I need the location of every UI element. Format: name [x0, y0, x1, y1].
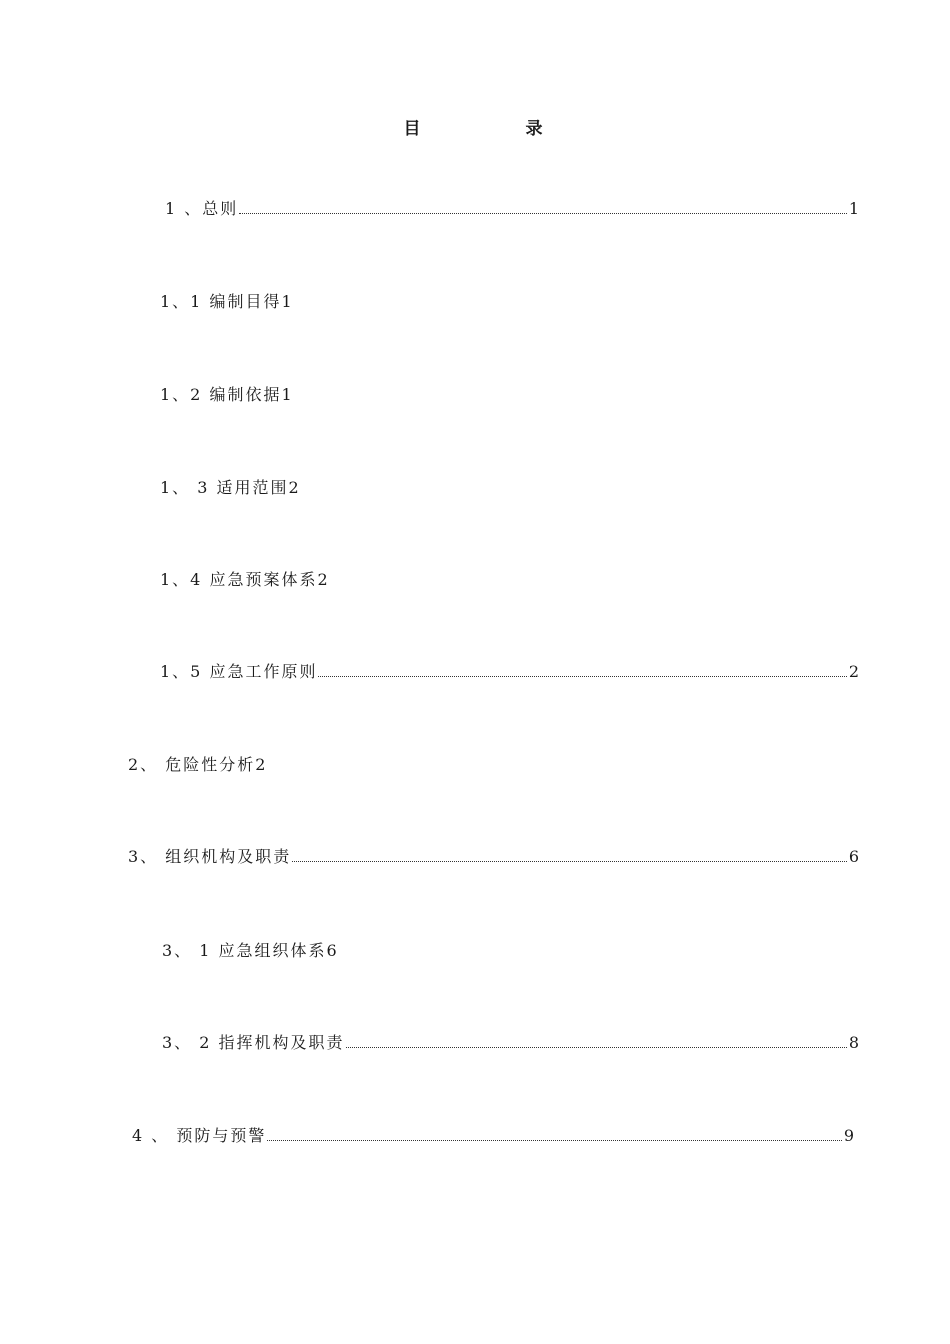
toc-entry-1[interactable] [165, 197, 859, 221]
toc-entry-2[interactable] [128, 753, 265, 777]
toc-entry-4[interactable] [132, 1124, 854, 1148]
toc-entry-label: 1 、总则 [165, 199, 239, 218]
toc-page-number: 6 [326, 941, 337, 960]
toc-page-number: 2 [317, 570, 328, 589]
toc-page-number: 2 [255, 755, 266, 774]
toc-entry-3-2[interactable] [162, 1031, 859, 1055]
toc-page-number: 6 [848, 847, 859, 866]
toc-entry-1-4[interactable] [160, 568, 328, 592]
toc-entry-label: 1、1 编制目得 [160, 292, 282, 311]
toc-entry-1-5[interactable] [160, 660, 859, 684]
toc-entry-label: 3、 1 应急组织体系 [162, 941, 327, 960]
toc-entry-1-3[interactable] [160, 476, 299, 500]
toc-entry-3[interactable] [128, 845, 859, 869]
dot-leader [292, 847, 847, 862]
toc-entry-label: 4 、 预防与预警 [132, 1126, 267, 1145]
toc-page-number: 9 [843, 1126, 854, 1145]
toc-page-number: 1 [848, 199, 859, 218]
dot-leader [267, 1126, 841, 1141]
toc-page-number: 2 [848, 662, 859, 681]
toc-entry-label: 3、 组织机构及职责 [128, 847, 292, 866]
toc-page-number: 8 [848, 1033, 859, 1052]
toc-entry-label: 1、 3 适用范围 [160, 478, 289, 497]
toc-entry-label: 1、2 编制依据 [160, 385, 282, 404]
dot-leader [239, 199, 847, 214]
toc-page-number: 1 [281, 385, 292, 404]
dot-leader [318, 662, 846, 677]
toc-entry-label: 3、 2 指挥机构及职责 [162, 1033, 345, 1052]
toc-page-number: 2 [288, 478, 299, 497]
toc-entry-label: 2、 危险性分析 [128, 755, 256, 774]
dot-leader [346, 1033, 847, 1048]
page-title: 目 录 [403, 119, 587, 139]
toc-entry-1-1[interactable] [160, 290, 292, 314]
toc-entry-label: 1、5 应急工作原则 [160, 662, 318, 681]
toc-entry-label: 1、4 应急预案体系 [160, 570, 318, 589]
toc-entry-3-1[interactable] [162, 939, 337, 963]
toc-entry-1-2[interactable] [160, 383, 292, 407]
toc-page-number: 1 [281, 292, 292, 311]
